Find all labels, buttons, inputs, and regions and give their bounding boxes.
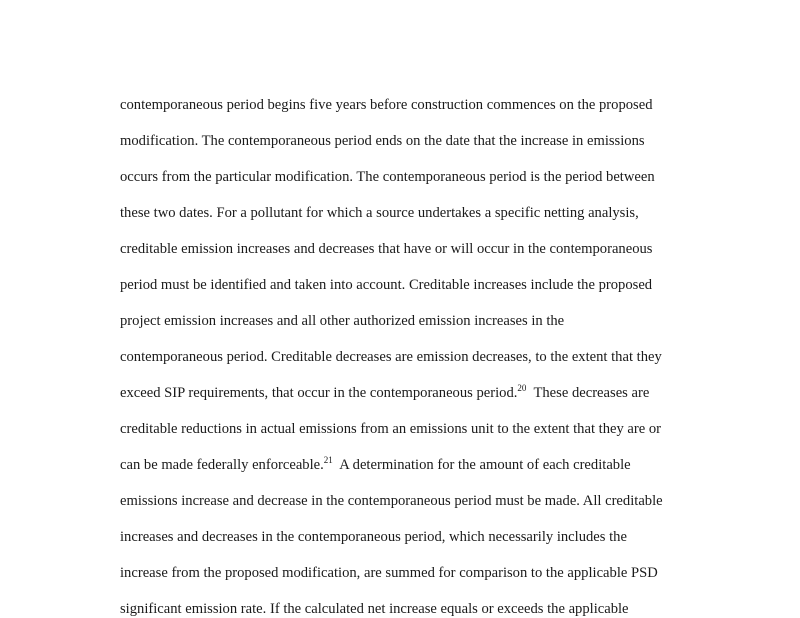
- body-text-line: [120, 384, 649, 402]
- line-text: contemporaneous period. Creditable decreases are emission decreases, to the extent that they: [120, 349, 662, 365]
- body-text-line: [120, 420, 661, 438]
- line-text: creditable emission increases and decreases that have or will occur in the contemporaneous: [120, 241, 653, 257]
- body-text-line: [120, 492, 663, 510]
- line-text: contemporaneous period begins five years before construction commences on the proposed: [120, 97, 653, 113]
- line-text: project emission increases and all other authorized emission increases in the: [120, 313, 565, 329]
- line-text: modification. The contemporaneous period ends on the date that the increase in emissions: [120, 133, 645, 149]
- line-text-after-footnote: These decreases are: [526, 385, 650, 401]
- line-text: emissions increase and decrease in the contemporaneous period must be made. All creditable: [120, 493, 663, 509]
- body-text-line: [120, 276, 652, 294]
- body-text-line: [120, 132, 645, 150]
- body-text-line: [120, 240, 652, 258]
- line-text: increases and decreases in the contemporaneous period, which necessarily includes the: [120, 529, 627, 545]
- footnote-marker[interactable]: 21: [323, 455, 333, 466]
- footnote-marker[interactable]: 20: [517, 383, 527, 394]
- line-text: occurs from the particular modification. The contemporaneous period is the period between: [120, 169, 655, 185]
- line-text: significant emission rate. If the calculated net increase equals or exceeds the applicable: [120, 601, 629, 617]
- line-text-after-footnote: A determination for the amount of each creditable: [332, 457, 631, 473]
- line-text: increase from the proposed modification, are summed for comparison to the applicable PSD: [120, 565, 658, 581]
- body-text-line: [120, 348, 662, 366]
- body-text-line: [120, 204, 639, 222]
- body-text-line: [120, 168, 655, 186]
- line-text: creditable reductions in actual emissions from an emissions unit to the extent that they are or: [120, 421, 662, 437]
- line-text: exceed SIP requirements, that occur in the contemporaneous period.: [120, 385, 518, 401]
- body-text-line: [120, 312, 564, 330]
- body-text-line: [120, 528, 627, 546]
- line-text: these two dates. For a pollutant for which a source undertakes a specific netting analysis,: [120, 205, 639, 221]
- line-text: can be made federally enforceable.: [120, 457, 324, 473]
- body-text-line: [120, 600, 629, 618]
- body-text-line: [120, 96, 653, 114]
- body-text-line: [120, 456, 631, 474]
- line-text: period must be identified and taken into account. Creditable increases include the proposed: [120, 277, 653, 293]
- body-text-line: [120, 564, 658, 582]
